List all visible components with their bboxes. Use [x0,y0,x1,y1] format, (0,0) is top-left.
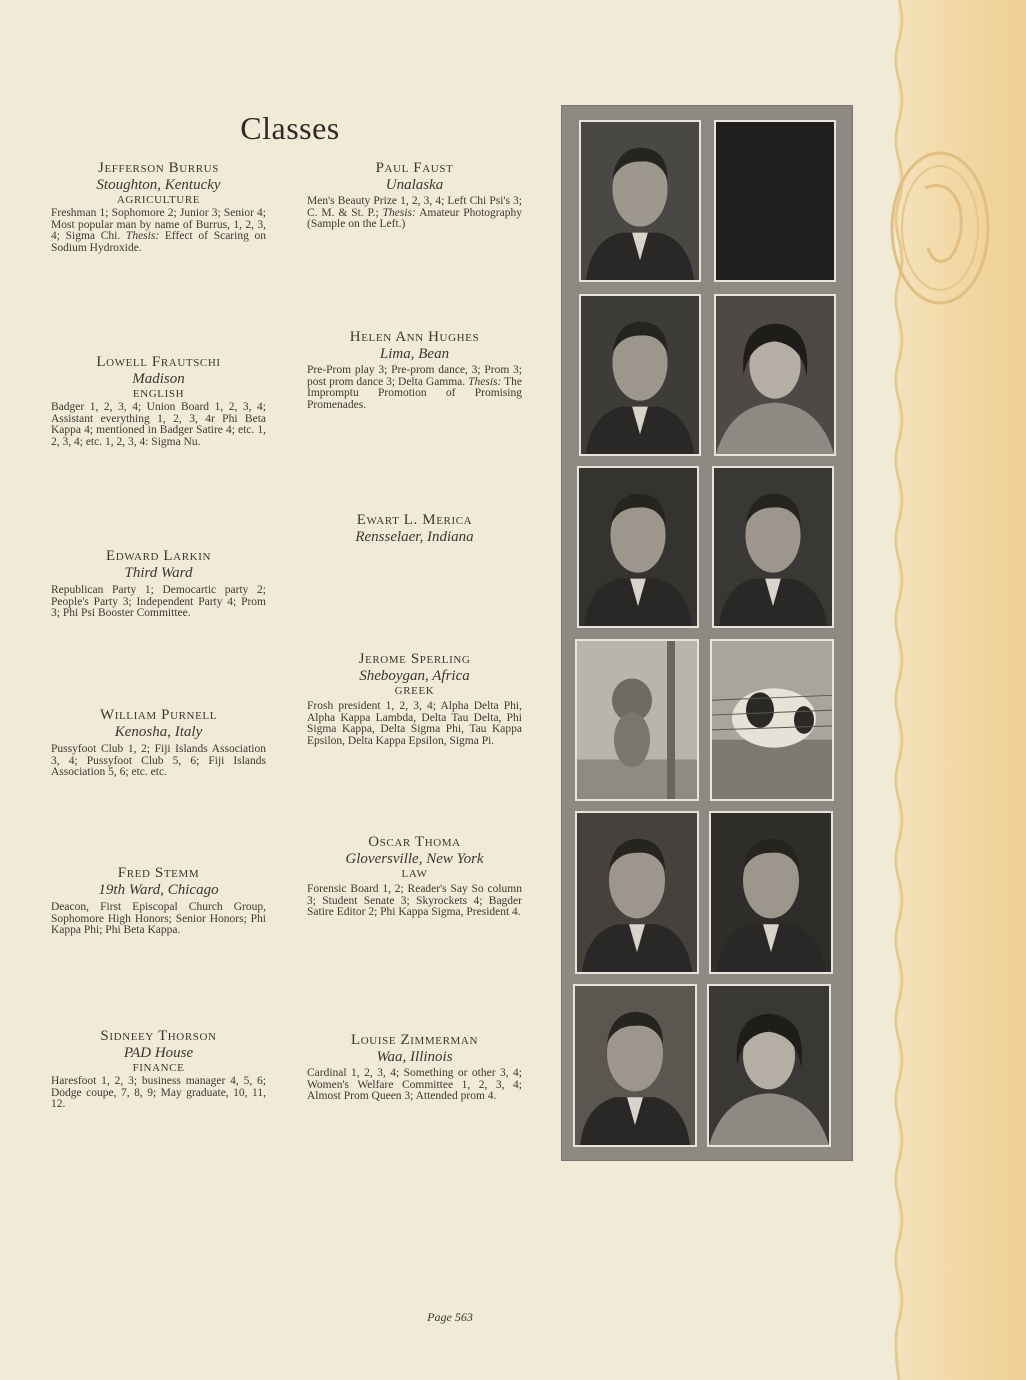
monkey-photo [577,641,697,799]
student-name: Ewart L. Merica [356,512,473,528]
student-hometown: Third Ward [124,565,193,581]
student-hometown: Gloversville, New York [345,851,484,867]
student-activities: Badger 1, 2, 3, 4; Union Board 1, 2, 3, 4; Assistant everything 1, 2, 3, 4r Phi Beta Kappa 4; mentioned in Badger Satire 4; etc. 1, 2, 3, 4; etc. 1, 2, 3, 4: Sigma Nu. [51,401,266,448]
thesis-label: Thesis: [468,375,502,388]
cow-photo [712,641,832,799]
photo-8 [710,639,834,801]
page-number: Page 563 [427,1310,473,1324]
photo-3 [579,294,701,456]
student-name: Jerome Sperling [358,651,471,667]
man-portrait [581,122,699,280]
student-activities: Frosh president 1, 2, 3, 4; Alpha Delta Phi, Alpha Kappa Lambda, Delta Tau Delta, Phi Sigma Kappa, Delta Sigma Phi, Tau Kappa Epsilon, Delta Kappa Epsilon, Sigma Pi. [307,700,522,747]
student-hometown: Unalaska [385,177,444,193]
student-hometown: Madison [132,371,185,387]
entry-jerome-sperling [307,651,522,747]
thesis-label: Thesis: [382,206,416,219]
man-portrait [579,468,697,626]
photo-10 [709,811,833,974]
thesis-text: The Impromptu Promotion of Promising Promenades. [307,375,523,411]
entry-ewart-merica [307,512,522,545]
photo-2 [714,120,836,282]
student-hometown: Waa, Illinois [376,1049,453,1065]
photo-7 [575,639,699,801]
student-name: William Purnell [99,707,218,723]
student-name: Lowell Frautschi [96,354,221,370]
thesis-label: Thesis: [125,230,160,242]
photo-12 [707,984,831,1147]
student-activities [51,208,266,254]
student-hometown: Kenosha, Italy [114,724,203,740]
entry-edward-larkin [51,548,266,620]
man-portrait [577,813,697,972]
seal-emblem [880,148,990,318]
photo-panel [561,105,853,1161]
activities-text: Men's Beauty Prize 1, 2, 3, 4; Left Chi Psi's 3; C. M. & St. P.; [307,195,522,219]
entry-william-purnell [51,707,266,779]
student-activities: Deacon, First Episcopal Church Group, Sophomore High Honors; Senior Honors; Phi Kappa Phi; Phi Beta Kappa. [51,901,266,936]
student-name: Jefferson Burrus [98,160,219,176]
page-title: Classes [240,110,340,146]
man-portrait [714,468,832,626]
man-portrait [575,986,695,1145]
entry-paul-faust [307,160,522,231]
woman-portrait [709,986,829,1145]
thesis-text: Amateur Photography (Sample on the Left.) [307,206,522,230]
student-activities [307,196,522,231]
student-course: FINANCE [132,1062,185,1074]
photo-4 [714,294,836,456]
student-hometown: Stoughton, Kentucky [96,177,221,193]
entry-fred-stemm [51,865,266,937]
woman-portrait [716,296,834,454]
student-course: ENGLISH [132,388,185,400]
student-name: Fred Stemm [117,865,200,881]
entry-oscar-thoma [307,834,522,919]
entry-lowell-frautschi [51,354,266,448]
photo-11 [573,984,697,1147]
man-portrait [711,813,831,972]
student-activities: Pussyfoot Club 1, 2; Fiji Islands Association 3, 4; Pussyfoot Club 5, 6; Fiji Islands Association 5, 6; etc. etc. [51,743,266,778]
student-name: Edward Larkin [105,548,212,564]
student-course: LAW [401,868,428,880]
entry-helen-ann-hughes [307,329,522,411]
activities-text: Freshman 1; Sophomore 2; Junior 3; Senior 4; Most popular man by name of Burrus, 1, 2, 3, 4; Sigma Chi. [51,207,266,242]
thesis-text: Effect of Scaring on Sodium Hydroxide. [51,230,267,254]
student-hometown: PAD House [123,1045,194,1061]
entry-louise-zimmerman [307,1032,522,1103]
student-name: Oscar Thoma [368,834,461,850]
student-hometown: 19th Ward, Chicago [98,882,219,898]
student-course: AGRICULTURE [116,194,201,206]
student-hometown: Rensselaer, Indiana [355,529,474,545]
student-name: Louise Zimmerman [350,1032,478,1048]
student-course: GREEK [394,685,435,697]
student-hometown: Lima, Bean [379,346,450,362]
man-portrait [581,296,699,454]
entry-jefferson-burrus [51,160,266,254]
student-activities: Republican Party 1; Democartic party 2; People's Party 3; Independent Party 4; Prom 3; Phi Psi Booster Committee. [51,584,266,619]
student-activities: Forensic Board 1, 2; Reader's Say So column 3; Student Senate 3; Skyrockets 4; Bagder Satire Editor 2; Phi Kappa Sigma, President 4. [307,883,522,918]
student-activities: Cardinal 1, 2, 3, 4; Something or other 3, 4; Women's Welfare Committee 1, 2, 3, 4; Almost Prom Queen 3; Attended prom 4. [307,1067,522,1102]
photo-5 [577,466,699,628]
student-activities [307,365,522,411]
entry-sidneey-thorson [51,1028,266,1111]
photo-9 [575,811,699,974]
student-activities: Haresfoot 1, 2, 3; business manager 4, 5, 6; Dodge coupe, 7, 8, 9; May graduate, 10, 11, 12. [51,1075,266,1110]
activities-text: Pre-Prom play 3; Pre-prom dance, 3; Prom 3; post prom dance 3; Delta Gamma. [307,364,522,388]
student-name: Helen Ann Hughes [349,329,480,345]
photo-1 [579,120,701,282]
student-name: Paul Faust [375,160,454,176]
photo-6 [712,466,834,628]
blank-dark [716,122,834,280]
student-name: Sidneey Thorson [100,1028,217,1044]
student-hometown: Sheboygan, Africa [359,668,470,684]
